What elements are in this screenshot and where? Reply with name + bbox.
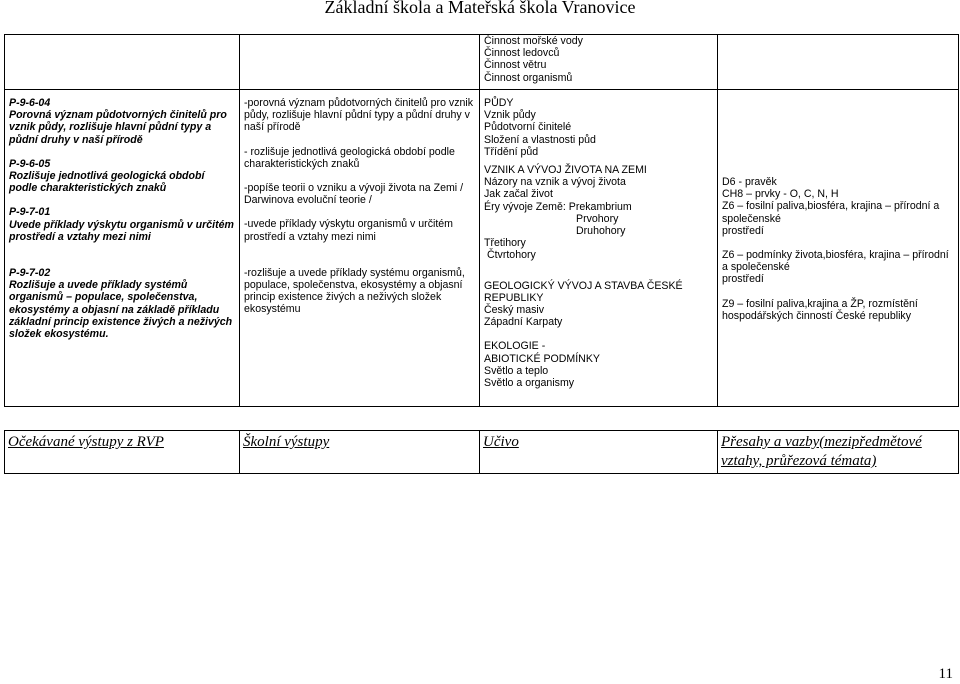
table-row-top <box>5 35 959 90</box>
column-header-table <box>4 430 959 474</box>
school-output: -popíše teorii o vzniku a vývoji života na Zemi / Darwinova evoluční teorie / <box>244 182 464 207</box>
list-item: Druhohory <box>576 225 626 238</box>
list-item: Český masiv <box>484 304 545 317</box>
list-item: Třetihory <box>484 237 526 250</box>
list-item: Činnost větru <box>484 59 547 72</box>
cross-link: prostředí <box>722 224 764 237</box>
list-item: Světlo a organismy <box>484 377 575 390</box>
cross-link: Z9 – fosilní paliva,krajina a ŽP, rozmístění hospodářských činností České republiky <box>722 297 918 322</box>
top-cell-curriculum <box>480 35 718 90</box>
top-cell-cross-links <box>718 35 959 90</box>
list-item: Třídění půd <box>484 145 539 158</box>
output-code: P-9-7-02 <box>9 267 51 280</box>
list-item: Světlo a teplo <box>484 364 549 377</box>
curriculum-heading: VZNIK A VÝVOJ ŽIVOTA NA ZEMI <box>484 164 647 177</box>
list-item: Západní Karpaty <box>484 316 563 329</box>
list-item: Éry vývoje Země: Prekambrium <box>484 200 632 213</box>
header-curriculum: Učivo <box>480 431 718 474</box>
curriculum-heading: GEOLOGICKÝ VÝVOJ A STAVBA ČESKÉ REPUBLIKY <box>484 279 683 304</box>
curriculum-heading: ABIOTICKÉ PODMÍNKY <box>484 352 600 365</box>
page-number: 11 <box>938 666 953 682</box>
school-output: -uvede příklady výskytu organismů v určitém prostředí a vztahy mezi nimi <box>244 218 454 243</box>
list-item: Složení a vlastnosti půd <box>484 133 596 146</box>
top-cell-outputs <box>5 35 240 90</box>
top-cell-school-outputs <box>240 35 480 90</box>
list-item: Čtvrtohory <box>484 249 536 262</box>
expected-outputs-cell <box>5 90 240 407</box>
header-cross-links: Přesahy a vazby(mezipředmětové vztahy, průřezová témata) <box>718 431 959 474</box>
cross-link: Z6 – podmínky života,biosféra, krajina – přírodní a společenské <box>722 249 949 274</box>
list-item: Půdotvorní činitelé <box>484 121 572 134</box>
header-school-outputs: Školní výstupy <box>240 431 480 474</box>
school-output: -porovná význam půdotvorných činitelů pro vznik půdy, rozlišuje hlavní půdní typy a půdní druhy v naší přírodě <box>244 97 474 134</box>
output-code: P-9-7-01 <box>9 206 51 219</box>
output-text: Porovná význam půdotvorných činitelů pro vznik půdy, rozlišuje hlavní půdní typy a půdní druhy v naší přírodě <box>9 109 227 146</box>
list-item: Činnost mořské vody <box>484 35 583 47</box>
list-item: Činnost ledovců <box>484 47 560 60</box>
list-item: Jak začal život <box>484 188 553 201</box>
school-output: - rozlišuje jednotlivá geologická období podle charakteristických znaků <box>244 145 455 170</box>
output-text: Uvede příklady výskytu organismů v určitém prostředí a vztahy mezi nimi <box>9 218 234 243</box>
curriculum-heading: EKOLOGIE - <box>484 340 546 353</box>
curriculum-heading: PŮDY <box>484 97 514 109</box>
output-text: Rozlišuje a uvede příklady systémů organismů – populace, společenstva, ekosystémy a objasní na základě příkladu základní princip existence živých a neživých složek ekosystému. <box>9 279 233 341</box>
list-item: Prvohory <box>576 212 619 225</box>
output-text: Rozlišuje jednotlivá geologická období podle charakteristických znaků <box>9 170 205 195</box>
cross-link: D6 - pravěk <box>722 176 777 188</box>
school-output: -rozlišuje a uvede příklady systému organismů, populace, společenstva, ekosystémy a objasní princip existence živých a neživých složek ekosystému <box>244 266 465 316</box>
cross-link: Z6 – fosilní paliva,biosféra, krajina – přírodní a společenské <box>722 200 940 225</box>
cross-link: CH8 – prvky - O, C, N, H <box>722 188 839 201</box>
list-item: Vznik půdy <box>484 109 536 122</box>
cross-link: prostředí <box>722 273 764 286</box>
school-header: Základní škola a Mateřská škola Vranovice <box>324 0 636 17</box>
curriculum-table <box>4 34 959 407</box>
school-outputs-cell <box>240 90 480 407</box>
cross-links-cell <box>718 90 959 407</box>
list-item: Názory na vznik a vývoj života <box>484 176 626 189</box>
output-code: P-9-6-04 <box>9 97 51 109</box>
list-item: Činnost organismů <box>484 71 573 84</box>
output-code: P-9-6-05 <box>9 157 51 170</box>
curriculum-cell <box>480 90 718 407</box>
table-row-main <box>5 90 959 407</box>
header-expected-outputs: Očekávané výstupy z RVP <box>5 431 240 474</box>
